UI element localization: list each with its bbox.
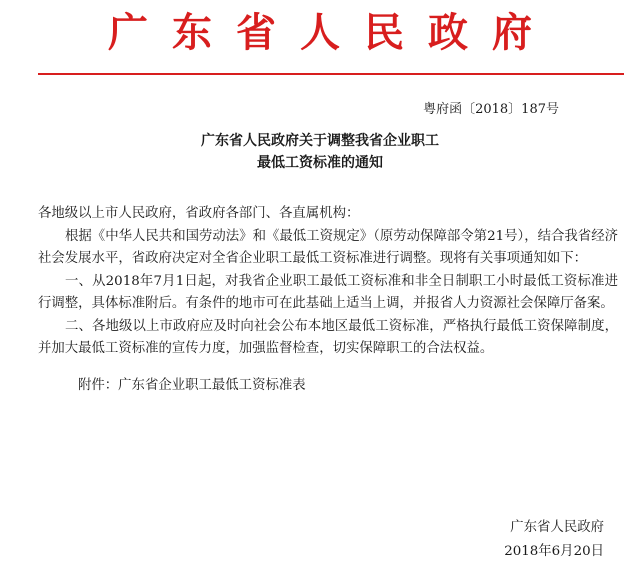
salutation: 各地级以上市人民政府，省政府各部门、各直属机构： [38, 206, 360, 221]
red-divider-line [38, 73, 624, 75]
paragraph-item-one: 一、从2018年7月1日起，对我省企业职工最低工资标准和非全日制职工小时最低工资标准进行调整，具体标准附后。有条件的地市可在此基础上适当上调，并报省人力资源社会保障厅备案。 [38, 273, 618, 311]
masthead-title: 广东省人民政府 [108, 9, 556, 56]
issuer-name: 广东省人民政府 [510, 520, 604, 535]
paragraph-item-two: 二、各地级以上市政府应及时向社会公布本地区最低工资标准，严格执行最低工资保障制度，并加大最低工资标准的宣传力度，加强监督检查，切实保障职工的合法权益。 [38, 318, 618, 356]
title-line-2: 最低工资标准的通知 [257, 155, 383, 171]
attachment-note: 附件：广东省企业职工最低工资标准表 [78, 377, 306, 393]
document-title [0, 130, 640, 174]
signature-block [504, 516, 604, 564]
issue-date: 2018年6月20日 [504, 544, 604, 559]
paragraph-legal-basis: 根据《中华人民共和国劳动法》和《最低工资规定》（原劳动保障部令第21号），结合我省经济社会发展水平，省政府决定对全省企业职工最低工资标准进行调整。现将有关事项通知如下： [38, 228, 618, 266]
document-number: 粤府函〔2018〕187号 [423, 102, 559, 117]
document-body [38, 203, 618, 397]
title-line-1: 广东省人民政府关于调整我省企业职工 [201, 133, 439, 149]
